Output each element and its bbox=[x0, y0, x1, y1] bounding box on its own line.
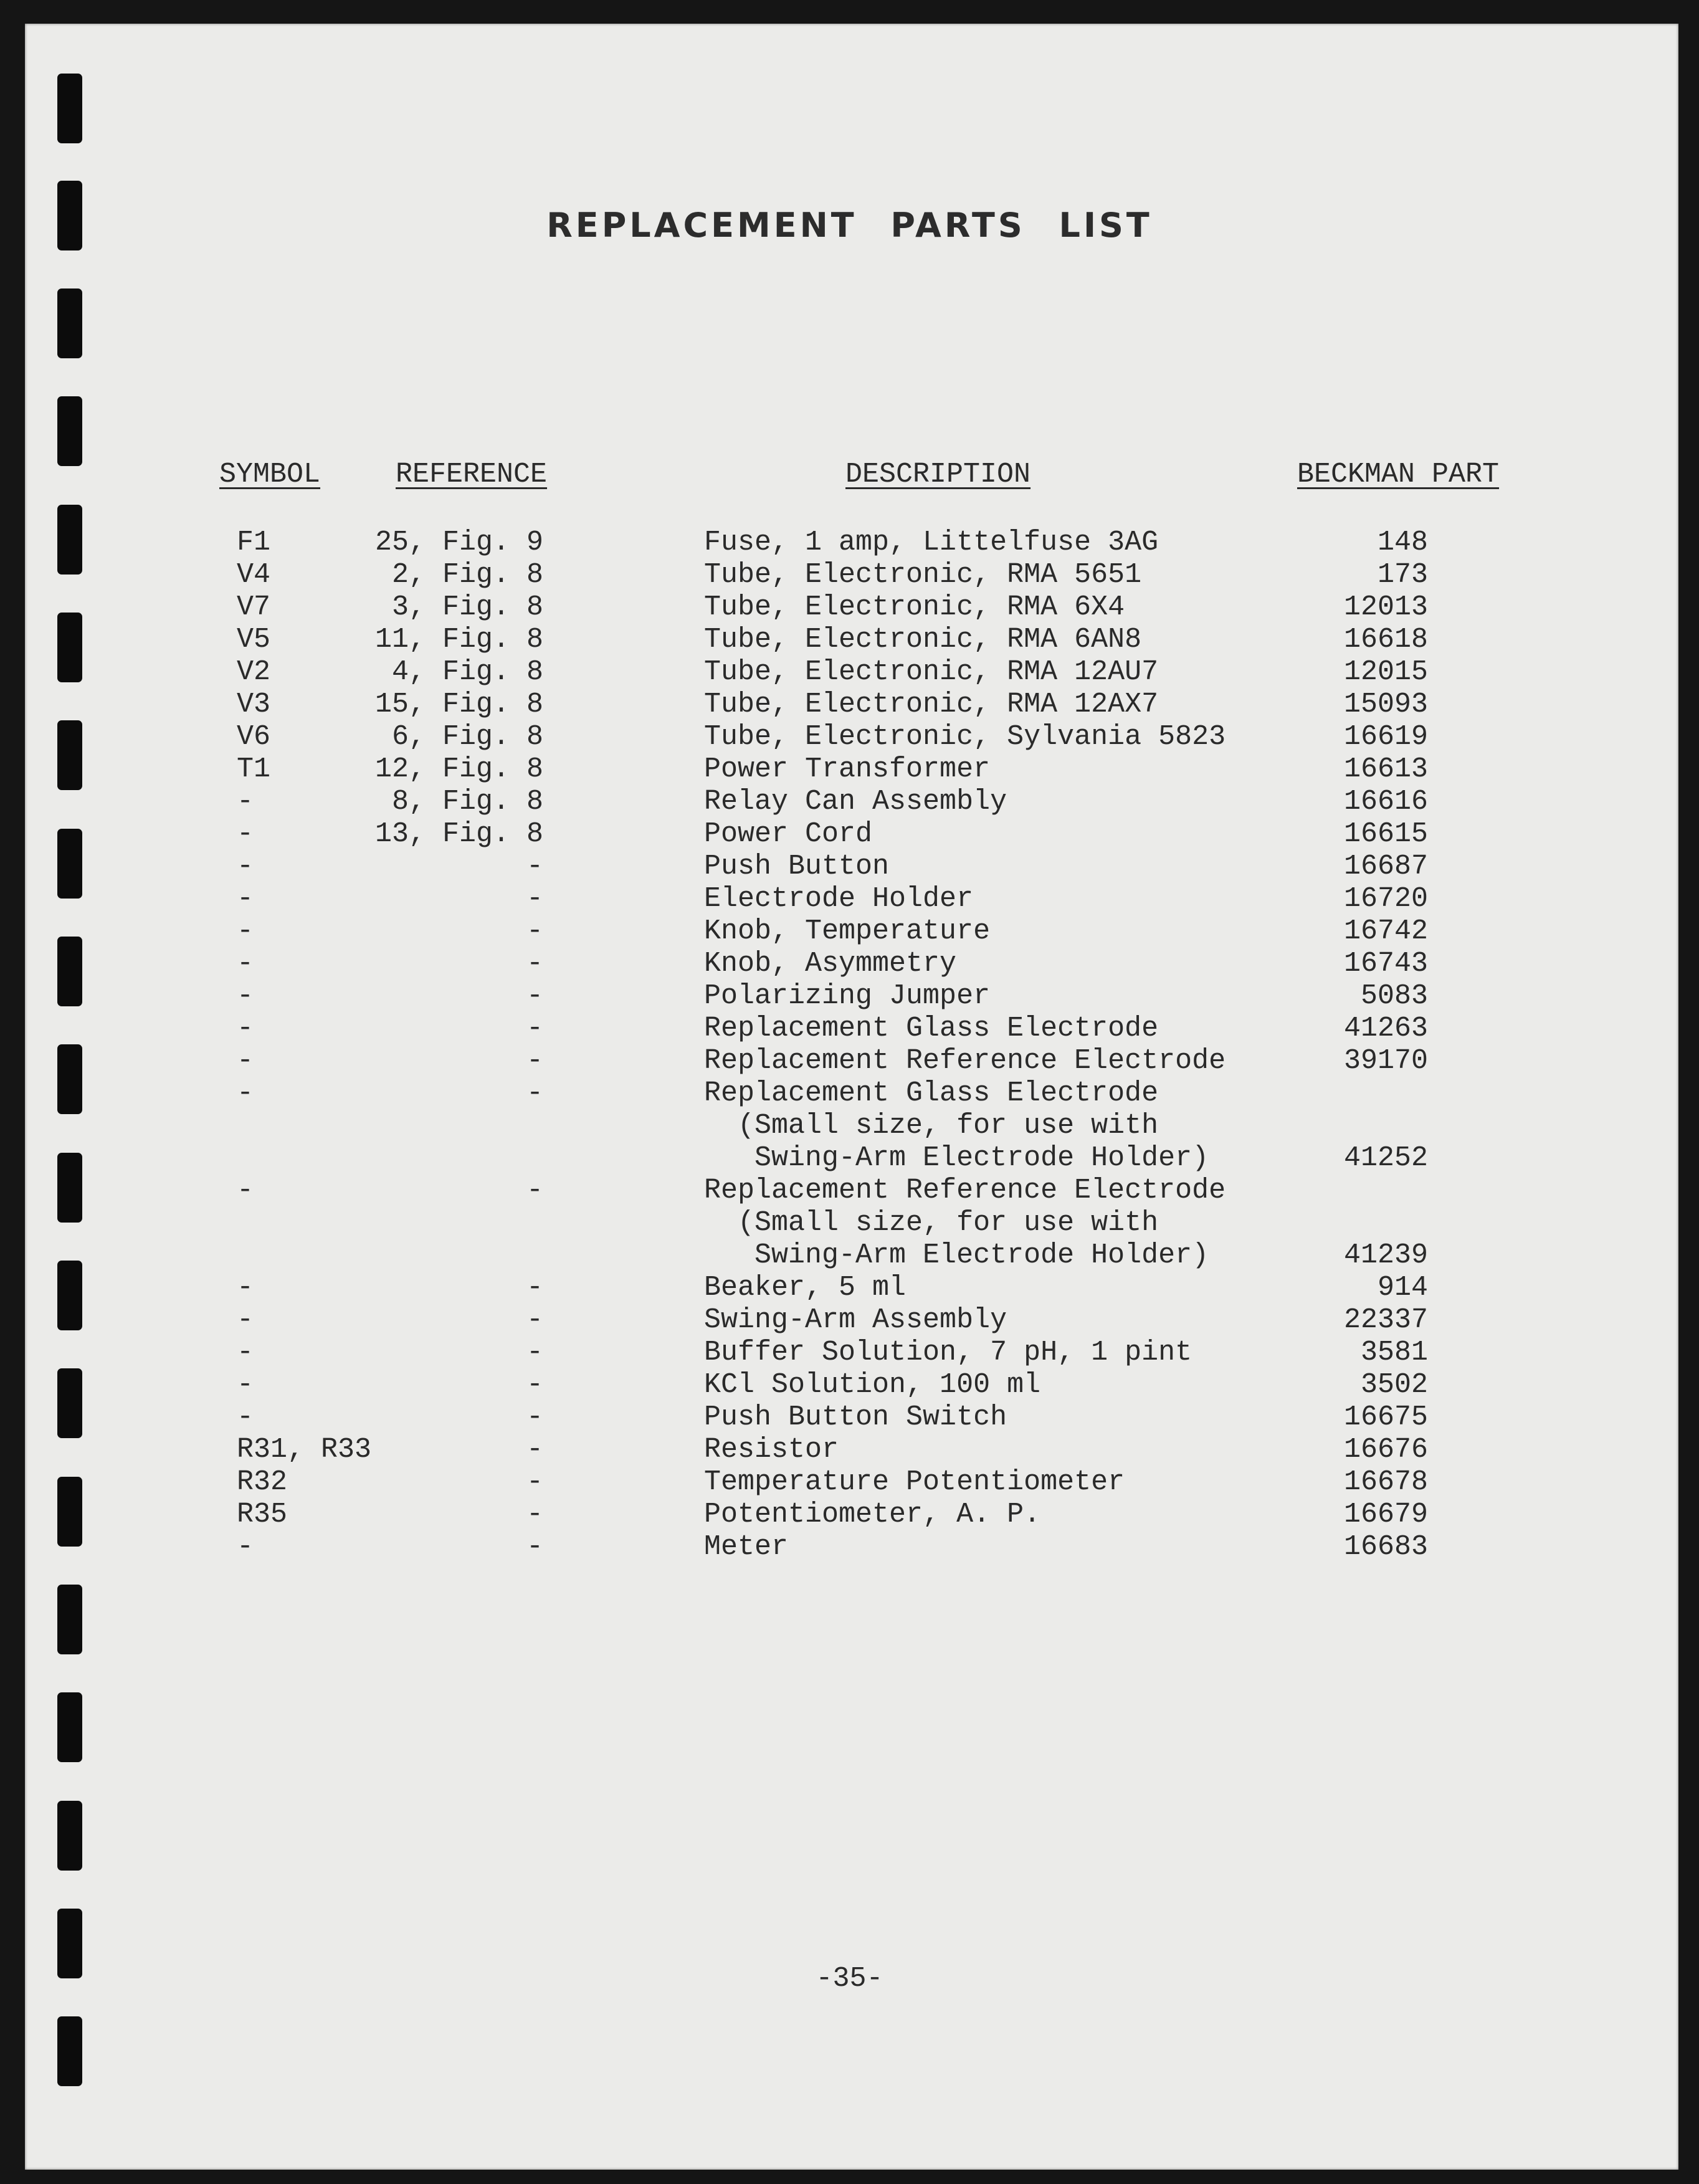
row-part-number: 12013 bbox=[1343, 591, 1428, 623]
row-part-number: 148 bbox=[1377, 527, 1428, 558]
row-description: Fuse, 1 amp, Littelfuse 3AG bbox=[704, 527, 1159, 558]
punch-hole bbox=[57, 1368, 82, 1438]
row-description: Power Cord bbox=[704, 818, 873, 850]
row-symbol: V7 bbox=[237, 591, 271, 623]
row-description: Tube, Electronic, RMA 5651 bbox=[704, 559, 1142, 591]
row-description: Replacement Reference Electrode (Small size, for use with Swing-Arm Electrode Holder) bbox=[704, 1175, 1226, 1271]
row-reference: - bbox=[526, 1531, 543, 1563]
punch-hole bbox=[57, 396, 82, 466]
page-title: REPLACEMENT PARTS LIST bbox=[546, 206, 1153, 245]
row-description: Polarizing Jumper bbox=[704, 980, 991, 1012]
row-symbol: V6 bbox=[237, 721, 271, 753]
row-reference: - bbox=[526, 1013, 543, 1044]
row-reference: - bbox=[526, 1499, 543, 1530]
row-part-number: 16618 bbox=[1343, 624, 1428, 656]
row-reference: - bbox=[526, 1077, 543, 1109]
row-part-number: 16616 bbox=[1343, 786, 1428, 818]
header-symbol: SYMBOL bbox=[219, 459, 321, 490]
row-symbol: V2 bbox=[237, 656, 271, 688]
row-symbol: - bbox=[237, 786, 254, 818]
row-reference: - bbox=[526, 851, 543, 882]
row-symbol: V3 bbox=[237, 689, 271, 720]
row-reference: 8, Fig. 8 bbox=[391, 786, 543, 818]
row-part-number: 16720 bbox=[1343, 883, 1428, 915]
row-part-number: 15093 bbox=[1343, 689, 1428, 720]
row-part-number: 16613 bbox=[1343, 753, 1428, 785]
row-reference: - bbox=[526, 883, 543, 915]
page-number: -35- bbox=[816, 1963, 883, 1995]
row-part-number: 16619 bbox=[1343, 721, 1428, 753]
row-part-number: 16675 bbox=[1343, 1401, 1428, 1433]
row-part-number: 16676 bbox=[1343, 1434, 1428, 1466]
row-symbol: - bbox=[237, 1175, 254, 1206]
row-part-number: 41239 bbox=[1343, 1239, 1428, 1271]
row-part-number: 16743 bbox=[1343, 948, 1428, 980]
row-symbol: - bbox=[237, 980, 254, 1012]
row-symbol: - bbox=[237, 1013, 254, 1044]
row-symbol: - bbox=[237, 1304, 254, 1336]
row-symbol: - bbox=[237, 1337, 254, 1368]
row-description: Swing-Arm Assembly bbox=[704, 1304, 1007, 1336]
punch-hole bbox=[57, 937, 82, 1006]
row-reference: - bbox=[526, 1401, 543, 1433]
row-reference: 25, Fig. 9 bbox=[374, 527, 543, 558]
row-reference: 15, Fig. 8 bbox=[374, 689, 543, 720]
row-description: Meter bbox=[704, 1531, 789, 1563]
row-symbol: - bbox=[237, 818, 254, 850]
row-symbol: - bbox=[237, 851, 254, 882]
row-part-number: 16679 bbox=[1343, 1499, 1428, 1530]
punch-hole bbox=[57, 613, 82, 682]
row-reference: - bbox=[526, 948, 543, 980]
row-part-number: 12015 bbox=[1343, 656, 1428, 688]
row-description: Temperature Potentiometer bbox=[704, 1466, 1125, 1498]
row-description: Tube, Electronic, RMA 6AN8 bbox=[704, 624, 1142, 656]
row-symbol: R32 bbox=[237, 1466, 288, 1498]
row-part-number: 3502 bbox=[1360, 1369, 1428, 1401]
row-description: Power Transformer bbox=[704, 753, 991, 785]
row-description: Relay Can Assembly bbox=[704, 786, 1007, 818]
row-part-number: 39170 bbox=[1343, 1045, 1428, 1077]
row-reference: - bbox=[526, 1175, 543, 1206]
row-symbol: R35 bbox=[237, 1499, 288, 1530]
punch-hole bbox=[57, 74, 82, 143]
row-part-number: 16678 bbox=[1343, 1466, 1428, 1498]
row-symbol: V4 bbox=[237, 559, 271, 591]
punch-hole bbox=[57, 1477, 82, 1547]
row-reference: - bbox=[526, 1369, 543, 1401]
row-reference: 2, Fig. 8 bbox=[391, 559, 543, 591]
row-symbol: - bbox=[237, 1369, 254, 1401]
row-symbol: R31, R33 bbox=[237, 1434, 372, 1466]
row-reference: 4, Fig. 8 bbox=[391, 656, 543, 688]
row-description: KCl Solution, 100 ml bbox=[704, 1369, 1041, 1401]
row-reference: - bbox=[526, 980, 543, 1012]
row-description: Potentiometer, A. P. bbox=[704, 1499, 1041, 1530]
row-symbol: - bbox=[237, 883, 254, 915]
row-part-number: 41263 bbox=[1343, 1013, 1428, 1044]
row-reference: - bbox=[526, 915, 543, 947]
punch-hole bbox=[57, 1692, 82, 1762]
row-description: Tube, Electronic, RMA 12AU7 bbox=[704, 656, 1159, 688]
row-reference: - bbox=[526, 1434, 543, 1466]
row-description: Tube, Electronic, RMA 6X4 bbox=[704, 591, 1125, 623]
punch-hole bbox=[57, 1261, 82, 1330]
row-description: Replacement Glass Electrode (Small size, for use with Swing-Arm Electrode Holder) bbox=[704, 1077, 1209, 1174]
header-reference: REFERENCE bbox=[396, 459, 548, 490]
row-reference: - bbox=[526, 1304, 543, 1336]
row-description: Push Button Switch bbox=[704, 1401, 1007, 1433]
punch-hole bbox=[57, 2016, 82, 2086]
punch-hole bbox=[57, 720, 82, 790]
row-symbol: - bbox=[237, 1045, 254, 1077]
row-part-number: 914 bbox=[1377, 1272, 1428, 1304]
row-part-number: 16742 bbox=[1343, 915, 1428, 947]
punch-hole bbox=[57, 288, 82, 358]
row-part-number: 173 bbox=[1377, 559, 1428, 591]
row-reference: 3, Fig. 8 bbox=[391, 591, 543, 623]
row-reference: 12, Fig. 8 bbox=[374, 753, 543, 785]
row-symbol: - bbox=[237, 1077, 254, 1109]
row-reference: - bbox=[526, 1272, 543, 1304]
row-description: Resistor bbox=[704, 1434, 839, 1466]
punch-hole bbox=[57, 1044, 82, 1114]
row-symbol: V5 bbox=[237, 624, 271, 656]
row-symbol: F1 bbox=[237, 527, 271, 558]
row-description: Knob, Temperature bbox=[704, 915, 991, 947]
row-reference: 6, Fig. 8 bbox=[391, 721, 543, 753]
punch-hole bbox=[57, 1585, 82, 1654]
row-description: Knob, Asymmetry bbox=[704, 948, 957, 980]
row-description: Electrode Holder bbox=[704, 883, 974, 915]
row-reference: - bbox=[526, 1337, 543, 1368]
row-symbol: - bbox=[237, 915, 254, 947]
row-description: Buffer Solution, 7 pH, 1 pint bbox=[704, 1337, 1192, 1368]
row-reference: - bbox=[526, 1045, 543, 1077]
row-symbol: - bbox=[237, 1272, 254, 1304]
row-part-number: 22337 bbox=[1343, 1304, 1428, 1336]
row-symbol: - bbox=[237, 1531, 254, 1563]
row-description: Replacement Reference Electrode bbox=[704, 1045, 1226, 1077]
row-part-number: 16615 bbox=[1343, 818, 1428, 850]
header-description: DESCRIPTION bbox=[845, 459, 1031, 490]
row-symbol: - bbox=[237, 1401, 254, 1433]
row-description: Tube, Electronic, RMA 12AX7 bbox=[704, 689, 1159, 720]
punch-hole bbox=[57, 1153, 82, 1223]
row-description: Tube, Electronic, Sylvania 5823 bbox=[704, 721, 1226, 753]
row-symbol: - bbox=[237, 948, 254, 980]
punch-hole bbox=[57, 1801, 82, 1871]
row-description: Push Button bbox=[704, 851, 890, 882]
row-part-number: 5083 bbox=[1360, 980, 1428, 1012]
row-part-number: 41252 bbox=[1343, 1142, 1428, 1174]
row-description: Beaker, 5 ml bbox=[704, 1272, 907, 1304]
header-beckman-part: BECKMAN PART bbox=[1297, 459, 1500, 490]
row-reference: 11, Fig. 8 bbox=[374, 624, 543, 656]
row-symbol: T1 bbox=[237, 753, 271, 785]
row-reference: 13, Fig. 8 bbox=[374, 818, 543, 850]
row-part-number: 3581 bbox=[1360, 1337, 1428, 1368]
row-description: Replacement Glass Electrode bbox=[704, 1013, 1159, 1044]
row-reference: - bbox=[526, 1466, 543, 1498]
punch-hole bbox=[57, 829, 82, 899]
row-part-number: 16687 bbox=[1343, 851, 1428, 882]
row-part-number: 16683 bbox=[1343, 1531, 1428, 1563]
punch-hole bbox=[57, 505, 82, 575]
